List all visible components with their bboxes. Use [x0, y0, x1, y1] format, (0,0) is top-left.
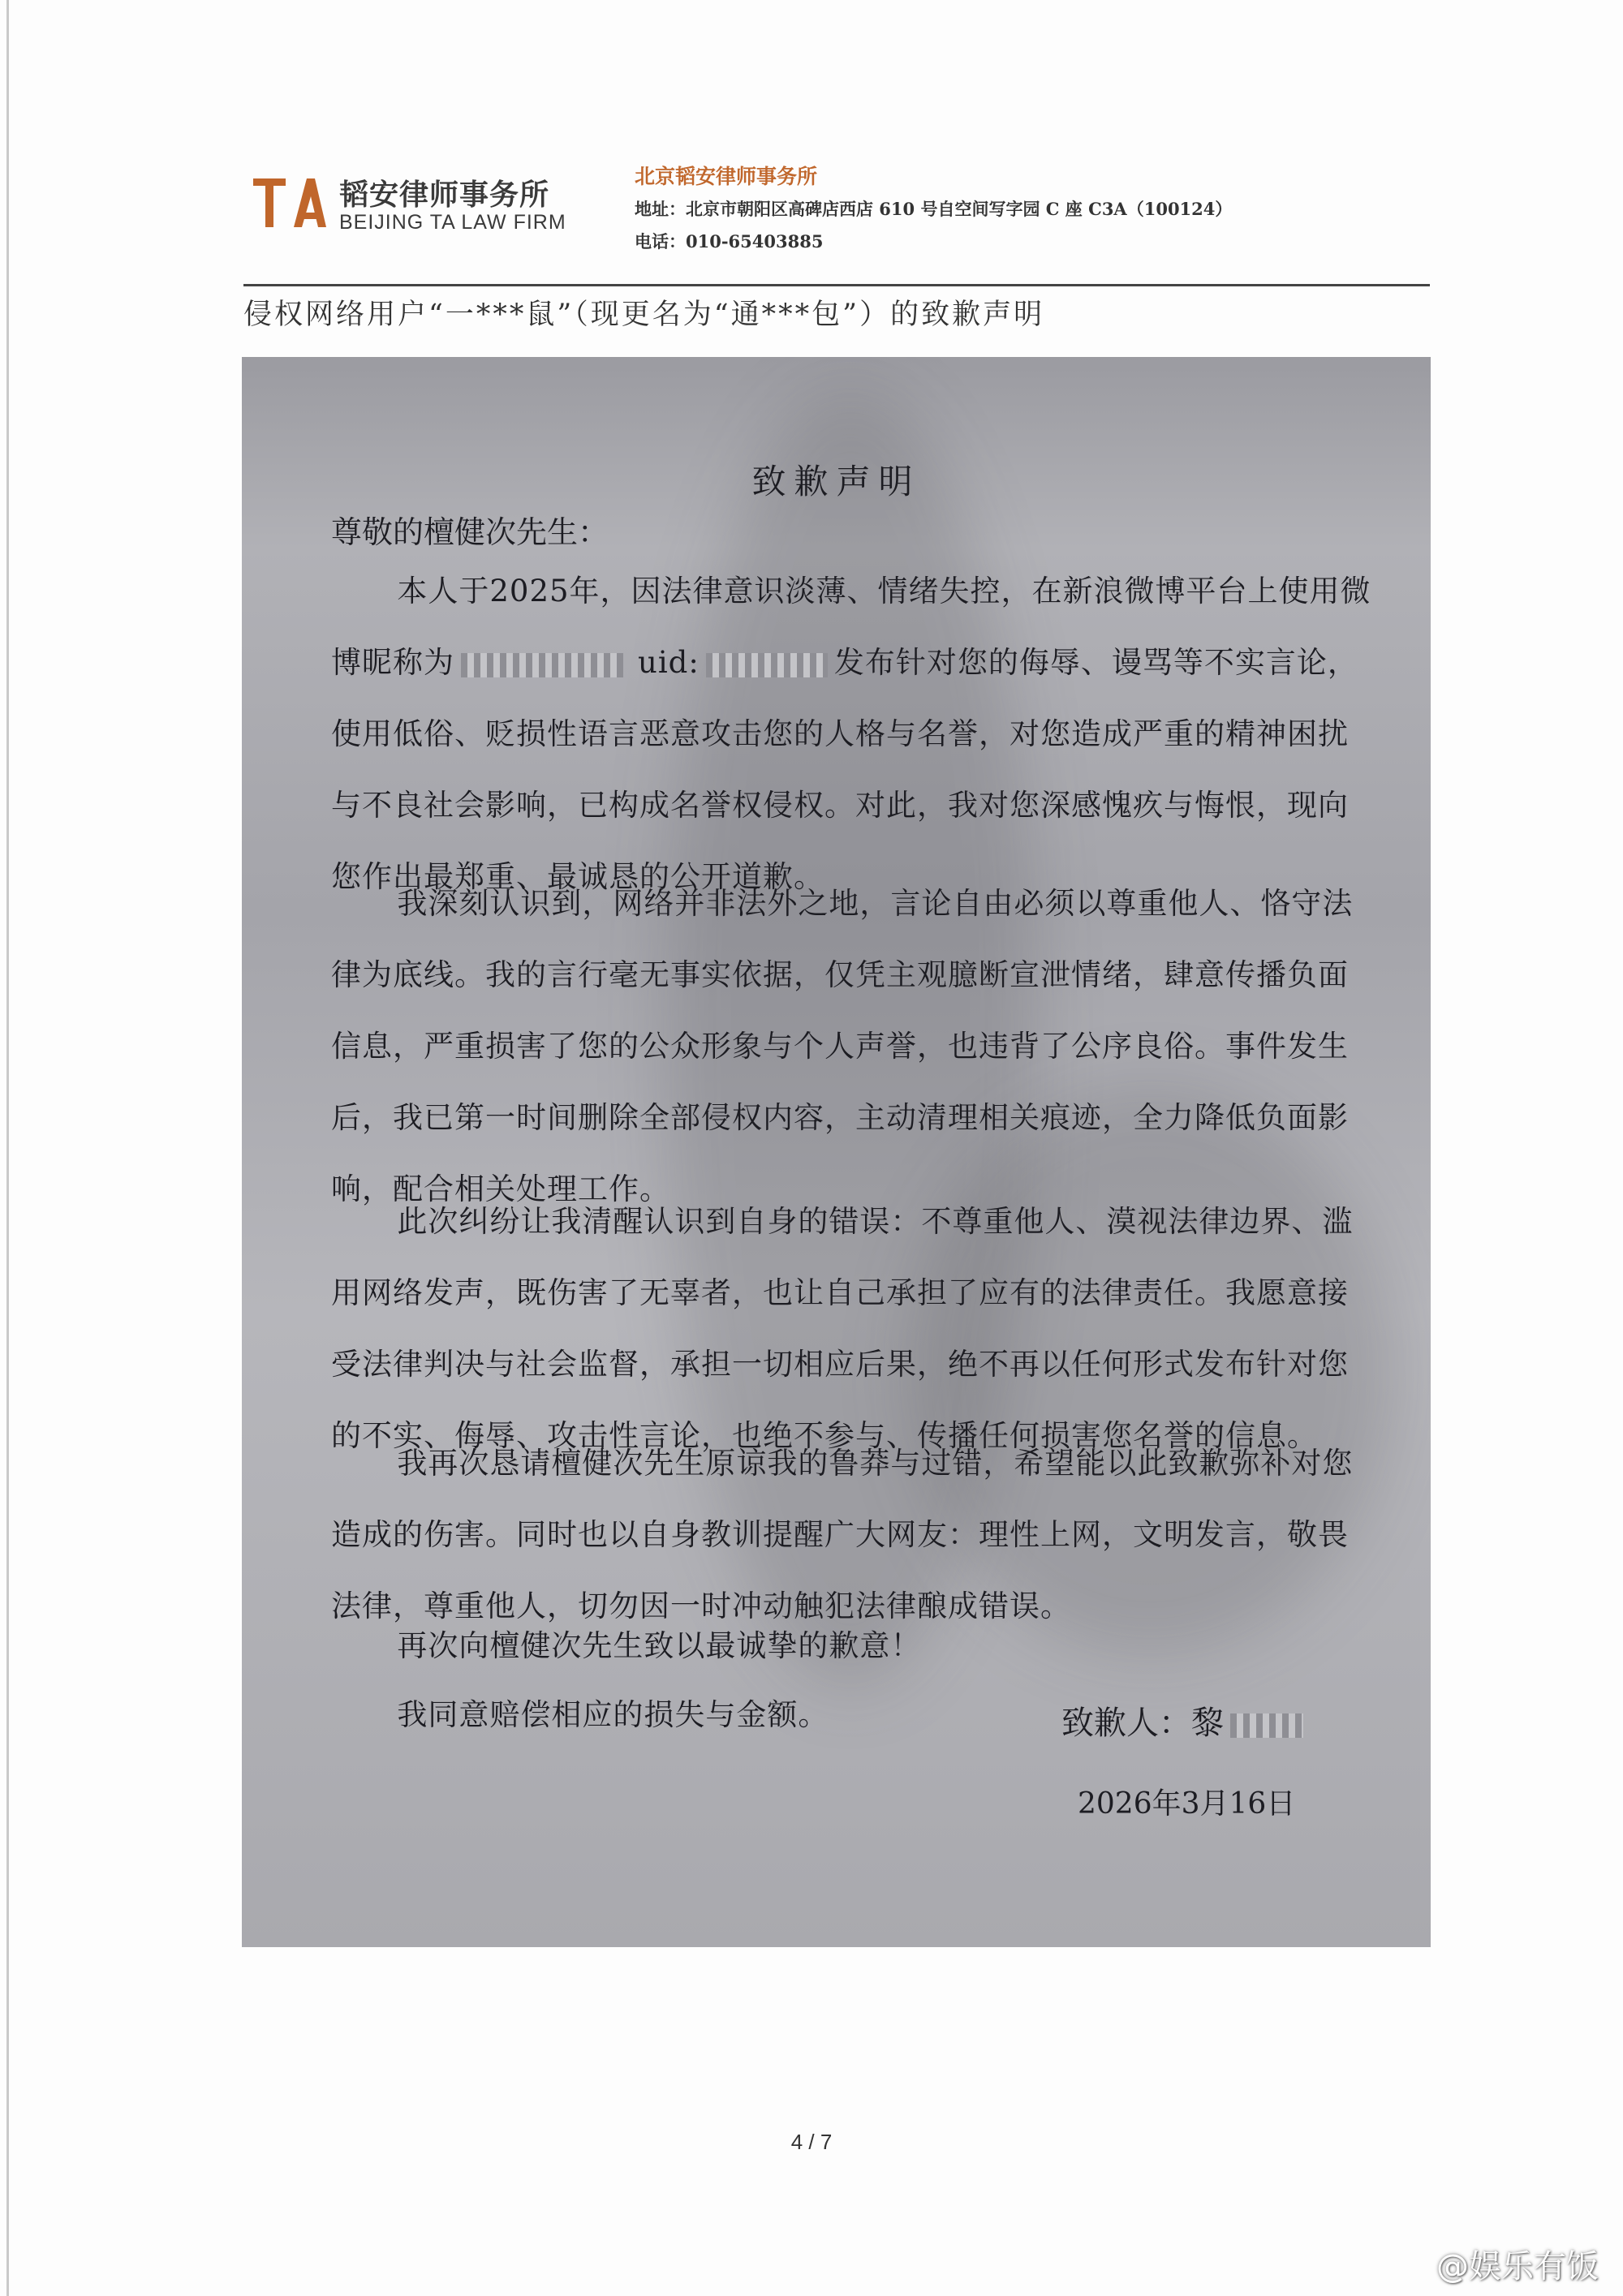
letterhead-phone: 电话：010-65403885 [635, 231, 824, 252]
law-firm-logo [252, 172, 326, 232]
firm-name-en: BEIJING TA LAW FIRM [339, 211, 566, 234]
letter-title: 致歉声明 [751, 462, 921, 501]
paragraph-1-text-continued: 发布针对您的侮辱、谩骂等不实言论，使用低俗、贬损性语言恶意攻击您的人格与名誉，对您造成严重的精神困扰与不良社会影响，已构成名誉权侵权。对此，我对您深感愧疚与悔恨，现向您作出最郑重、最诚恳的公开道歉。 [331, 645, 1358, 894]
letterhead-title: 北京韬安律师事务所 [635, 165, 818, 188]
letter-paragraph-5: 再次向檀健次先生致以最诚挚的歉意！ [397, 1628, 922, 1663]
firm-name-cn: 韬安律师事务所 [339, 178, 550, 212]
letter-paragraph-1 [331, 556, 1378, 913]
letter-salutation: 尊敬的檀健次先生： [331, 514, 609, 550]
letter-body [242, 357, 1431, 1947]
redacted-nickname [461, 653, 623, 677]
redacted-uid [706, 653, 828, 677]
redacted-signer-name [1230, 1713, 1303, 1738]
letterhead-address: 地址：北京市朝阳区高碑店西店 610 号自空间写字园 C 座 C3A（100124） [635, 199, 1233, 219]
letter-paragraph-3: 此次纠纷让我清醒认识到自身的错误：不尊重他人、漠视法律边界、滥用网络发声，既伤害了无辜者，也让自己承担了应有的法律责任。我愿意接受法律判决与社会监督，承担一切相应后果，绝不再以任何形式发布针对您的不实、侮辱、攻击性言论，也绝不参与、传播任何损害您名誉的信息。 [331, 1204, 1354, 1453]
uid-label: uid: [638, 645, 700, 680]
handwritten-letter-photo [242, 357, 1431, 1947]
paragraph-1-text: 本人于2025年，因法律意识淡薄、情绪失控，在新浪微博平台上使用微博昵称为 [331, 574, 1371, 680]
letter-date: 2026年3月16日 [1078, 1787, 1296, 1821]
letterhead-divider [243, 284, 1430, 286]
letter-signer [1061, 1688, 1310, 1759]
signer-label: 致歉人：黎 [1061, 1705, 1224, 1742]
letter-paragraph-4: 我再次恳请檀健次先生原谅我的鲁莽与过错，希望能以此致歉弥补对您造成的伤害。同时也以自身教训提醒广大网友：理性上网，文明发言，敬畏法律，尊重他人，切勿因一时冲动触犯法律酿成错误。 [331, 1446, 1354, 1623]
page-number: 4 / 7 [790, 2130, 833, 2154]
weibo-watermark: @娱乐有饭 [1436, 2248, 1599, 2285]
letter-paragraph-2: 我深刻认识到，网络并非法外之地，言论自由必须以尊重他人、恪守法律为底线。我的言行毫无事实依据，仅凭主观臆断宣泄情绪，肆意传播负面信息，严重损害了您的公众形象与个人声誉，也违背了公序良俗。事件发生后，我已第一时间删除全部侵权内容，主动清理相关痕迹，全力降低负面影响，配合相关处理工作。 [331, 886, 1354, 1206]
scan-edge [6, 0, 9, 2296]
letter-paragraph-6: 我同意赔偿相应的损失与金额。 [397, 1697, 829, 1732]
document-heading: 侵权网络用户“一***鼠”（现更名为“通***包”）的致歉声明 [243, 299, 1045, 331]
